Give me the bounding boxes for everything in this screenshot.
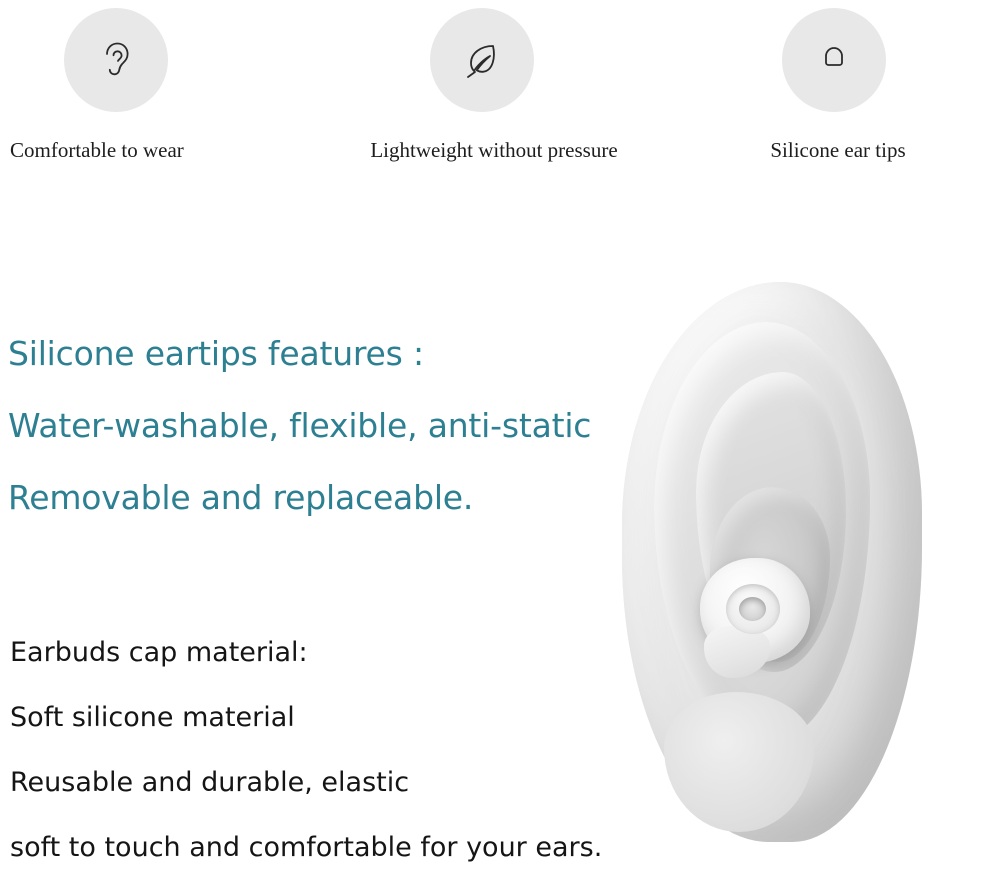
- silicone-eartip: [700, 552, 820, 672]
- feature-label: Silicone ear tips: [770, 138, 906, 162]
- eartip-stem: [704, 626, 770, 678]
- body-line: Earbuds cap material:: [10, 637, 308, 668]
- feature-label: Lightweight without pressure: [370, 138, 618, 162]
- feature-item: [0, 8, 250, 163]
- feature-icon-badge: [64, 8, 168, 112]
- body-line: Reusable and durable, elastic: [10, 767, 410, 798]
- feature-icon-badge: [430, 8, 534, 112]
- headline-line: Removable and replaceable.: [8, 478, 474, 517]
- ear-icon: [93, 37, 139, 83]
- feature-item: [740, 8, 930, 163]
- headline-block: [8, 318, 648, 534]
- feature-label: Comfortable to wear: [10, 138, 184, 162]
- feature-icon-badge: [782, 8, 886, 112]
- headline-line: Silicone eartips features :: [8, 334, 424, 373]
- eartip-bore-inner: [739, 597, 766, 621]
- feature-strip: [0, 0, 985, 200]
- body-line: Soft silicone material: [10, 702, 295, 733]
- eartip-icon: [811, 37, 857, 83]
- ear-with-silicone-eartip-photo: [592, 262, 985, 866]
- headline-line: Water-washable, flexible, anti-static: [8, 406, 592, 445]
- feature-item: [330, 8, 658, 163]
- feather-icon: [459, 37, 505, 83]
- body-line: soft to touch and comfortable for your ears.: [10, 832, 603, 863]
